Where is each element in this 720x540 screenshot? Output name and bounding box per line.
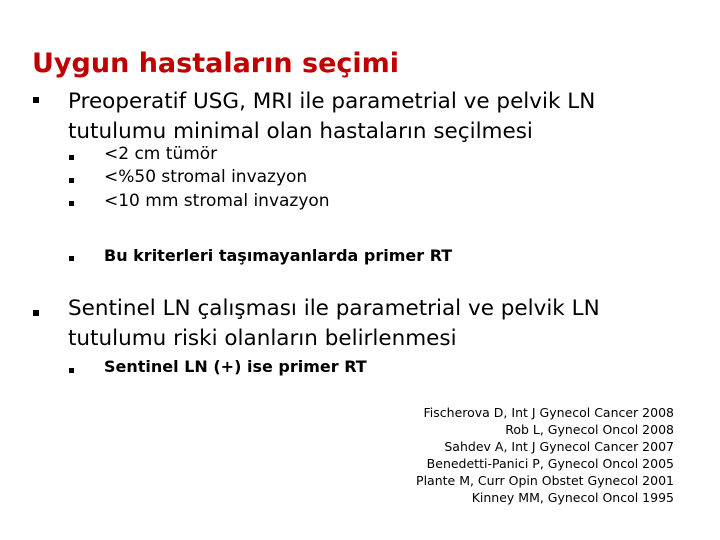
criterion-stromal-invasion-mm: <10 mm stromal invazyon [104,191,330,211]
square-bullet-icon [69,368,74,373]
bullet-2-line-2: tutulumu riski olanların belirlenmesi [68,326,457,351]
bullet-1-line-2: tutulumu minimal olan hastaların seçilmesi [68,119,533,144]
bullet-2-line-1: Sentinel LN çalışması ile parametrial ve pelvik LN [68,296,600,321]
criterion-stromal-invasion-percent: <%50 stromal invazyon [104,167,308,187]
square-bullet-icon [69,155,74,160]
square-bullet-icon [69,256,74,261]
square-bullet-icon [69,178,74,183]
criteria-note: Bu kriterleri taşımayanlarda primer RT [104,246,453,265]
reference-item: Benedetti-Panici P, Gynecol Oncol 2005 [426,456,674,471]
reference-item: Kinney MM, Gynecol Oncol 1995 [471,490,674,505]
square-bullet-icon [33,310,39,316]
reference-item: Plante M, Curr Opin Obstet Gynecol 2001 [416,473,674,488]
references [416,404,674,506]
square-bullet-icon [33,97,39,103]
sentinel-note: Sentinel LN (+) ise primer RT [104,357,367,376]
reference-item: Rob L, Gynecol Oncol 2008 [505,422,674,437]
reference-item: Sahdev A, Int J Gynecol Cancer 2007 [444,439,674,454]
square-bullet-icon [69,201,74,206]
bullet-1-line-1: Preoperatif USG, MRI ile parametrial ve pelvik LN [68,89,596,114]
slide-title: Uygun hastaların seçimi [32,48,400,79]
criterion-tumor-size: <2 cm tümör [104,144,218,164]
reference-item: Fischerova D, Int J Gynecol Cancer 2008 [423,405,674,420]
